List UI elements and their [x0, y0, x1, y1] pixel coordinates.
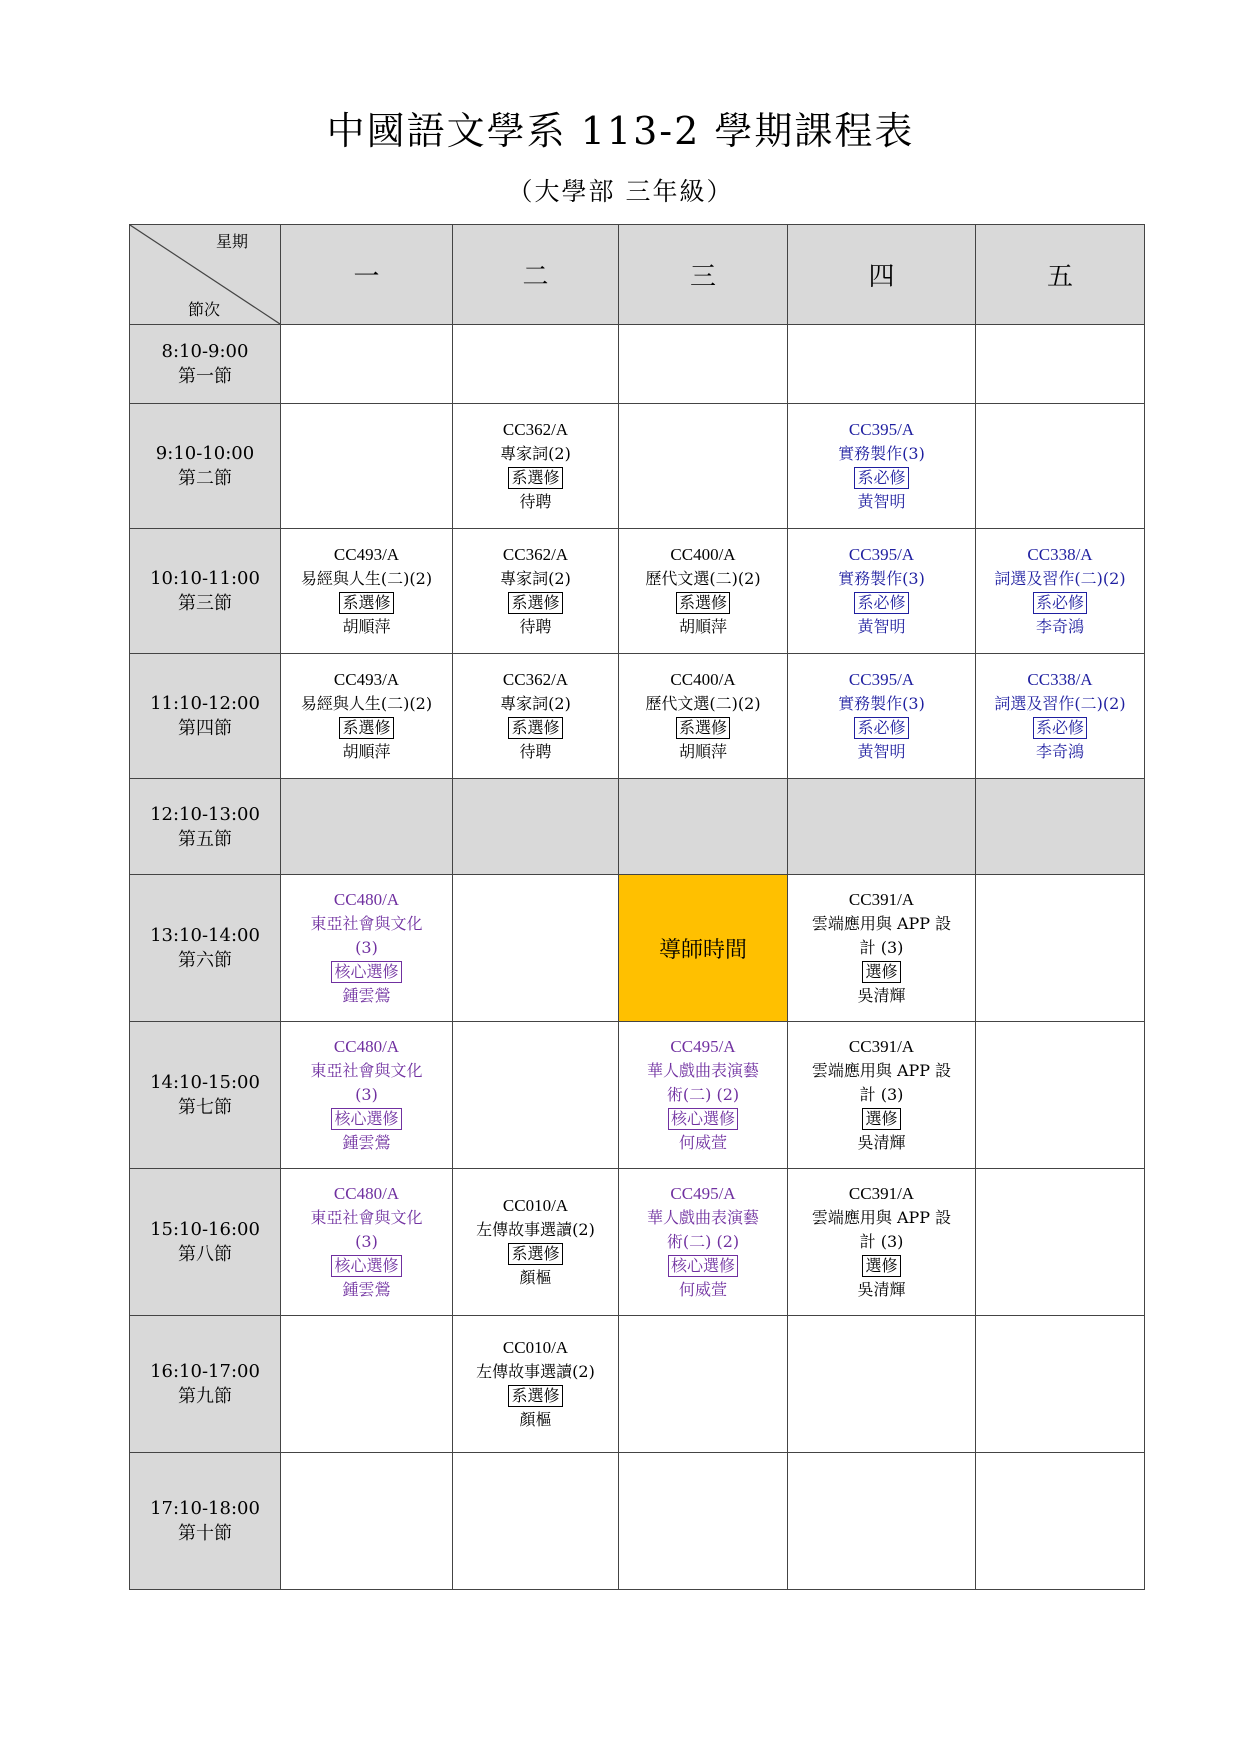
period-row — [130, 325, 1145, 404]
course-code: CC362/A — [502, 545, 569, 564]
period-row — [130, 654, 1145, 779]
period-row — [130, 779, 1145, 875]
course-code: CC493/A — [333, 545, 400, 564]
course-cell — [453, 1316, 619, 1453]
period-time: 16:10-17:00 — [150, 1361, 260, 1382]
course-code: CC362/A — [502, 670, 569, 689]
period-name: 第三節 — [178, 593, 232, 614]
course-teacher: 胡順萍 — [678, 742, 727, 761]
course-cell — [788, 654, 976, 779]
course-type-badge: 系選修 — [508, 1385, 562, 1407]
course-code: CC391/A — [848, 1037, 915, 1056]
course-type-badge: 核心選修 — [331, 1255, 401, 1277]
course-type-badge: 系選修 — [676, 592, 730, 614]
course-code: CC395/A — [848, 545, 915, 564]
course-type-badge: 核心選修 — [668, 1108, 738, 1130]
empty-cell — [976, 325, 1145, 404]
empty-cell — [976, 1453, 1145, 1590]
period-time: 12:10-13:00 — [150, 803, 260, 825]
course-type-badge: 核心選修 — [668, 1255, 738, 1277]
course-teacher: 顏樞 — [519, 1410, 552, 1429]
course-type-badge: 系選修 — [676, 717, 730, 739]
empty-cell — [453, 1022, 619, 1169]
course-cell — [788, 1169, 976, 1316]
period-name: 第四節 — [178, 718, 232, 739]
course-type-badge: 系選修 — [508, 467, 562, 489]
course-name: 實務製作(3) — [838, 569, 925, 588]
day-header-thu: 四 — [788, 225, 976, 325]
empty-cell — [281, 779, 453, 875]
course-type-badge: 系選修 — [508, 1243, 562, 1265]
course-code: CC391/A — [848, 890, 915, 909]
course-type-badge: 選修 — [862, 1255, 900, 1277]
course-code: CC495/A — [670, 1037, 736, 1056]
course-cell — [281, 875, 453, 1022]
empty-cell — [976, 1169, 1145, 1316]
course-cell — [453, 404, 619, 529]
corner-day-label: 星期 — [215, 232, 248, 251]
empty-cell — [453, 1453, 619, 1590]
course-teacher: 胡順萍 — [678, 617, 727, 636]
course-code: CC362/A — [502, 420, 569, 439]
course-name: 實務製作(3) — [838, 694, 925, 713]
course-cell — [788, 875, 976, 1022]
course-name: 歷代文選(二)(2) — [645, 694, 761, 713]
course-type-badge: 系必修 — [1033, 592, 1087, 614]
course-cell — [788, 404, 976, 529]
empty-cell — [281, 1453, 453, 1590]
period-time: 11:10-12:00 — [150, 693, 260, 714]
course-teacher: 李奇鴻 — [1035, 742, 1084, 761]
course-type-badge: 系選修 — [339, 592, 393, 614]
empty-cell — [619, 325, 788, 404]
course-cell — [281, 1022, 453, 1169]
period-time: 15:10-16:00 — [150, 1219, 260, 1240]
schedule-table — [129, 224, 1145, 1590]
period-name: 第九節 — [178, 1386, 232, 1407]
course-name: 華人戲曲表演藝 — [646, 1061, 759, 1080]
course-teacher: 黃智明 — [857, 742, 906, 761]
course-teacher: 何威萱 — [678, 1133, 727, 1152]
course-cell — [976, 654, 1145, 779]
course-cell — [281, 654, 453, 779]
course-code: CC010/A — [502, 1338, 569, 1357]
course-type-badge: 系選修 — [339, 717, 393, 739]
course-teacher: 鍾雲鶯 — [342, 1133, 391, 1152]
course-name: 詞選及習作(二)(2) — [994, 569, 1126, 588]
period-row — [130, 529, 1145, 654]
period-cell — [130, 404, 281, 529]
course-name: 詞選及習作(二)(2) — [994, 694, 1126, 713]
course-name: 左傳故事選讀(2) — [476, 1220, 595, 1239]
period-time: 17:10-18:00 — [150, 1498, 260, 1519]
course-type-badge: 系必修 — [1033, 717, 1087, 739]
empty-cell — [453, 875, 619, 1022]
course-code: CC338/A — [1027, 545, 1093, 564]
empty-cell — [788, 325, 976, 404]
course-code: CC338/A — [1027, 670, 1093, 689]
empty-cell — [619, 1453, 788, 1590]
empty-cell — [976, 779, 1145, 875]
course-credits: 計 (3) — [859, 1085, 904, 1104]
course-credits: 術(二) (2) — [666, 1232, 740, 1251]
empty-cell — [976, 875, 1145, 1022]
course-code: CC395/A — [848, 420, 915, 439]
period-cell — [130, 654, 281, 779]
course-cell — [453, 1169, 619, 1316]
course-code: CC480/A — [333, 890, 400, 909]
corner-cell — [130, 225, 281, 325]
course-code: CC495/A — [670, 1184, 736, 1203]
period-name: 第五節 — [178, 828, 232, 850]
course-credits: (3) — [355, 938, 378, 957]
course-teacher: 待聘 — [519, 742, 552, 761]
period-time: 10:10-11:00 — [150, 568, 260, 589]
empty-cell — [976, 1022, 1145, 1169]
course-name: 專家詞(2) — [500, 569, 571, 588]
course-cell — [281, 1169, 453, 1316]
course-credits: (3) — [355, 1085, 378, 1104]
course-name: 左傳故事選讀(2) — [476, 1362, 595, 1381]
course-credits: (3) — [355, 1232, 378, 1251]
course-code: CC480/A — [333, 1037, 400, 1056]
course-code: CC493/A — [333, 670, 400, 689]
course-cell — [619, 529, 788, 654]
course-cell — [788, 529, 976, 654]
course-teacher: 胡順萍 — [342, 617, 391, 636]
course-name: 歷代文選(二)(2) — [645, 569, 761, 588]
course-teacher: 顏樞 — [519, 1268, 552, 1287]
course-credits: 術(二) (2) — [666, 1085, 740, 1104]
empty-cell — [453, 325, 619, 404]
course-teacher: 黃智明 — [857, 492, 906, 511]
period-row — [130, 875, 1145, 1022]
period-time: 9:10-10:00 — [155, 443, 255, 464]
course-name: 雲端應用與 APP 設 — [811, 914, 952, 933]
course-cell — [619, 1022, 788, 1169]
empty-cell — [788, 1316, 976, 1453]
course-name: 雲端應用與 APP 設 — [811, 1208, 952, 1227]
course-cell — [619, 1169, 788, 1316]
course-code: CC400/A — [670, 545, 736, 564]
period-time: 14:10-15:00 — [150, 1072, 260, 1093]
course-name: 專家詞(2) — [500, 444, 571, 463]
empty-cell — [619, 404, 788, 529]
course-cell — [976, 529, 1145, 654]
course-teacher: 鍾雲鶯 — [342, 986, 391, 1005]
empty-cell — [281, 1316, 453, 1453]
period-cell — [130, 1022, 281, 1169]
empty-cell — [281, 325, 453, 404]
course-teacher: 胡順萍 — [342, 742, 391, 761]
course-type-badge: 系必修 — [854, 467, 908, 489]
day-header-tue: 二 — [453, 225, 619, 325]
period-time: 13:10-14:00 — [150, 925, 260, 946]
period-row — [130, 1453, 1145, 1590]
course-teacher: 吳清輝 — [857, 986, 906, 1005]
page-title: 中國語文學系 113-2 學期課程表 — [326, 109, 915, 153]
day-header-fri: 五 — [976, 225, 1145, 325]
header-row — [130, 225, 1145, 325]
empty-cell — [453, 779, 619, 875]
period-row — [130, 404, 1145, 529]
course-type-badge: 核心選修 — [331, 1108, 401, 1130]
empty-cell — [976, 404, 1145, 529]
course-type-badge: 系選修 — [508, 717, 562, 739]
page-subtitle: （大學部 三年級） — [507, 177, 734, 206]
course-teacher: 待聘 — [519, 492, 552, 511]
course-code: CC391/A — [848, 1184, 915, 1203]
period-name: 第二節 — [178, 468, 232, 489]
empty-cell — [619, 779, 788, 875]
period-cell — [130, 1169, 281, 1316]
course-teacher: 何威萱 — [678, 1280, 727, 1299]
course-code: CC400/A — [670, 670, 736, 689]
period-cell — [130, 325, 281, 404]
course-name: 專家詞(2) — [500, 694, 571, 713]
course-code: CC395/A — [848, 670, 915, 689]
period-name: 第八節 — [178, 1244, 232, 1265]
course-type-badge: 選修 — [862, 1108, 900, 1130]
corner-period-label: 節次 — [188, 300, 221, 319]
empty-cell — [788, 779, 976, 875]
course-credits: 計 (3) — [859, 1232, 904, 1251]
period-name: 第一節 — [178, 366, 232, 387]
course-code: CC010/A — [502, 1196, 569, 1215]
course-cell — [453, 654, 619, 779]
course-teacher: 黃智明 — [857, 617, 906, 636]
day-header-mon: 一 — [281, 225, 453, 325]
course-teacher: 李奇鴻 — [1035, 617, 1084, 636]
course-type-badge: 系選修 — [508, 592, 562, 614]
period-name: 第六節 — [178, 950, 232, 971]
course-type-badge: 系必修 — [854, 717, 908, 739]
empty-cell — [976, 1316, 1145, 1453]
course-name: 華人戲曲表演藝 — [646, 1208, 759, 1227]
course-type-badge: 選修 — [862, 961, 900, 983]
course-cell — [619, 654, 788, 779]
period-time: 8:10-9:00 — [161, 341, 249, 362]
empty-cell — [788, 1453, 976, 1590]
day-header-wed: 三 — [619, 225, 788, 325]
mentor-time-cell: 導師時間 — [619, 875, 788, 1022]
period-row — [130, 1022, 1145, 1169]
course-name: 東亞社會與文化 — [310, 914, 423, 933]
period-cell — [130, 1316, 281, 1453]
course-type-badge: 核心選修 — [331, 961, 401, 983]
empty-cell — [619, 1316, 788, 1453]
course-teacher: 吳清輝 — [857, 1280, 906, 1299]
course-credits: 計 (3) — [859, 938, 904, 957]
period-cell — [130, 1453, 281, 1590]
period-row — [130, 1316, 1145, 1453]
course-cell — [453, 529, 619, 654]
course-code: CC480/A — [333, 1184, 400, 1203]
course-type-badge: 系必修 — [854, 592, 908, 614]
empty-cell — [281, 404, 453, 529]
period-name: 第十節 — [178, 1523, 232, 1544]
course-name: 實務製作(3) — [838, 444, 925, 463]
course-name: 東亞社會與文化 — [310, 1061, 423, 1080]
course-cell — [281, 529, 453, 654]
period-cell — [130, 875, 281, 1022]
period-name: 第七節 — [178, 1097, 232, 1118]
course-teacher: 待聘 — [519, 617, 552, 636]
course-name: 雲端應用與 APP 設 — [811, 1061, 952, 1080]
course-name: 易經與人生(二)(2) — [300, 694, 433, 713]
period-cell — [130, 779, 281, 875]
course-name: 易經與人生(二)(2) — [300, 569, 433, 588]
period-cell — [130, 529, 281, 654]
course-name: 東亞社會與文化 — [310, 1208, 423, 1227]
course-teacher: 鍾雲鶯 — [342, 1280, 391, 1299]
period-row — [130, 1169, 1145, 1316]
course-teacher: 吳清輝 — [857, 1133, 906, 1152]
course-cell — [788, 1022, 976, 1169]
